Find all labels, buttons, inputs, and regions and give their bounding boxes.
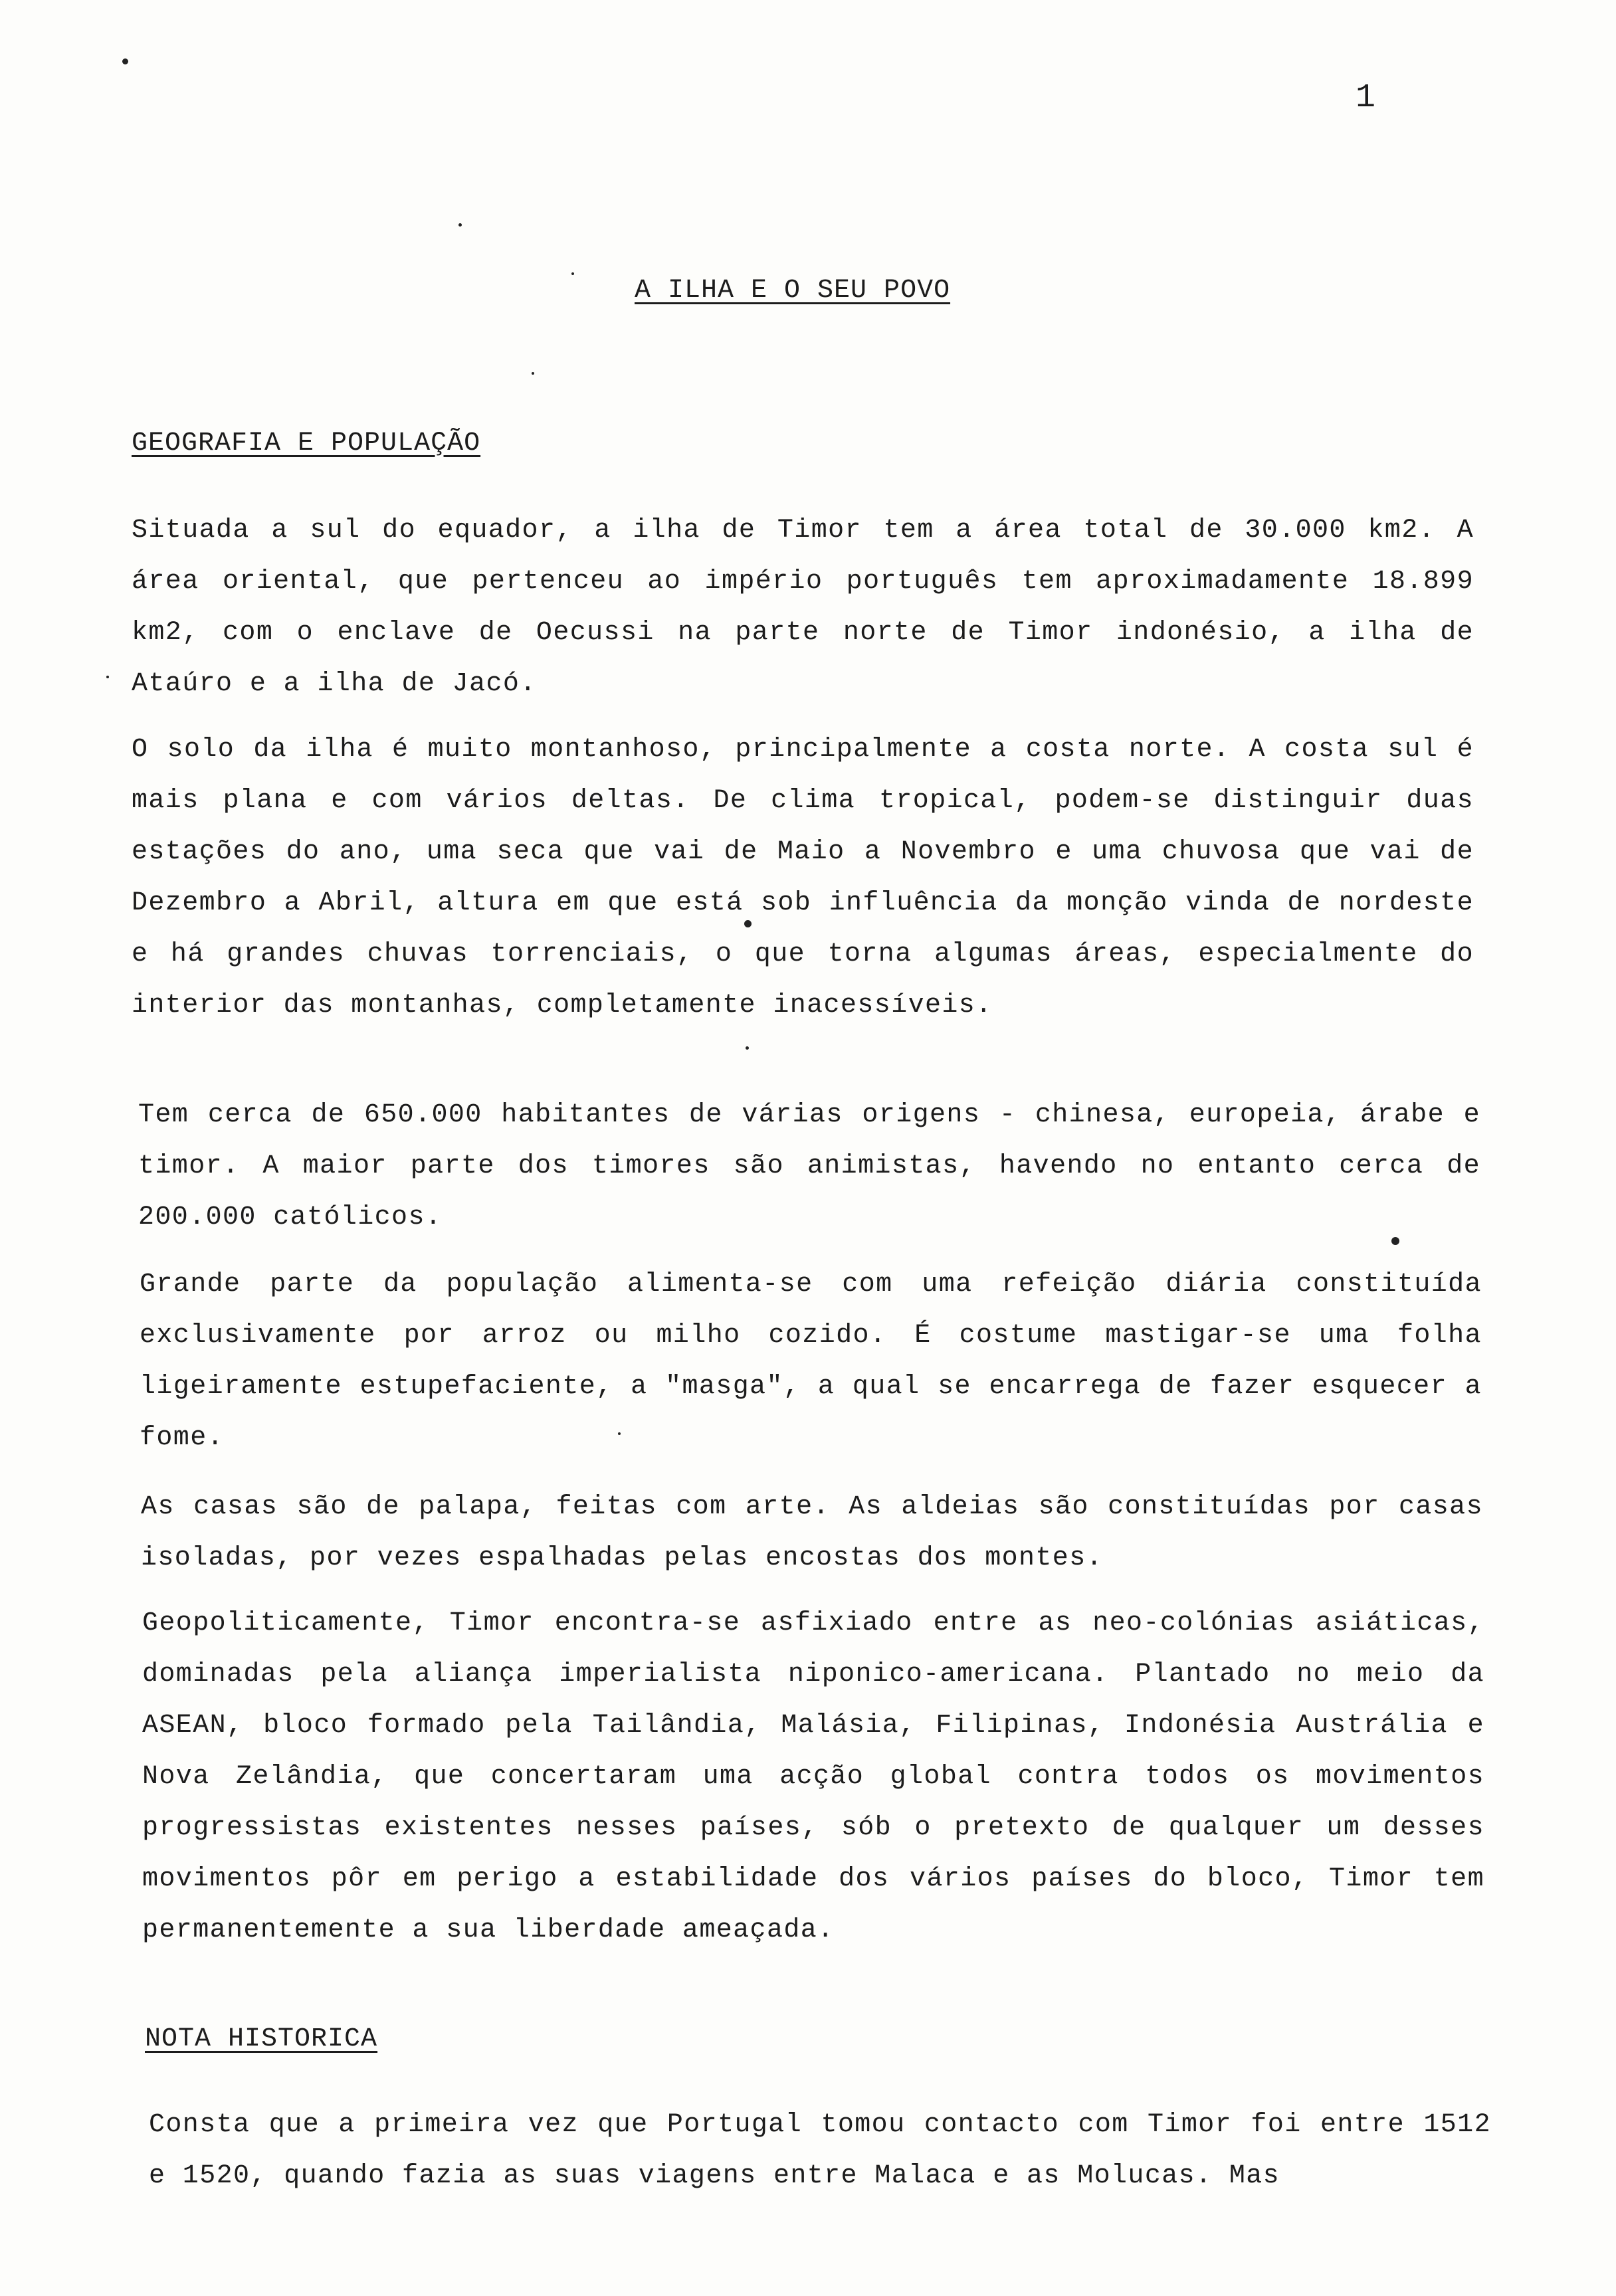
paragraph: Geopoliticamente, Timor encontra-se asfixiado entre as neo-colónias asiáticas, dominadas pela aliança imperialista niponico-americana. Plantado no meio da ASEAN, bloco formado pela Tailândia, Malásia, Filipinas, Indonésia Austrália e Nova Zelândia, que concertaram uma acção global contra todos os movimentos progressistas existentes nesses países, sób o pretexto de qualquer um desses movimentos pôr em perigo a estabilidade dos vários países do bloco, Timor tem permanentemente a sua liberdade ameaçada. [142,1608,1484,1945]
page-number: 1 [1356,79,1376,117]
scan-speck [618,1432,621,1435]
document-title: A ILHA E O SEU POVO [635,276,951,306]
paragraph: Grande parte da população alimenta-se com uma refeição diária constituída exclusivamente por arroz ou milho cozido. É costume mastigar-se uma folha ligeiramente estupefaciente, a "masga", a qual se encarrega de fazer esquecer a fome. [140,1270,1482,1453]
scan-speck [744,920,752,927]
paragraph: O solo da ilha é muito montanhoso, principalmente a costa norte. A costa sul é mais plana e com vários deltas. De clima tropical, podem-se distinguir duas estações do ano, uma seca que vai de Maio a Novembro e uma chuvosa que vai de Dezembro a Abril, altura em que está sob influência da monção vinda de nordeste e há grandes chuvas torrenciais, o que torna algumas áreas, especialmente do interior das montanhas, completamente inacessíveis. [132,735,1474,1020]
section-heading-geografia: GEOGRAFIA E POPULAÇÃO [132,429,481,458]
paragraph: Tem cerca de 650.000 habitantes de várias origens - chinesa, europeia, árabe e timor. A maior parte dos timores são animistas, havendo no entanto cerca de 200.000 católicos. [138,1100,1480,1232]
section-heading-nota-historica: NOTA HISTORICA [145,2024,378,2054]
paragraph: As casas são de palapa, feitas com arte. As aldeias são constituídas por casas isoladas, por vezes espalhadas pelas encostas dos montes. [141,1492,1483,1573]
scan-speck [746,1046,749,1050]
scan-speck [458,223,462,227]
scan-speck [122,58,128,64]
scan-speck [571,272,574,275]
paragraph: Consta que a primeira vez que Portugal tomou contacto com Timor foi entre 1512 e 1520, quando fazia as suas viagens entre Malaca e as Molucas. Mas [149,2110,1491,2191]
paragraph: Situada a sul do equador, a ilha de Timor tem a área total de 30.000 km2. A área oriental, que pertenceu ao império português tem aproximadamente 18.899 km2, com o enclave de Oecussi na parte norte de Timor indonésio, a ilha de Ataúro e a ilha de Jacó. [132,516,1474,699]
scan-speck [1391,1237,1399,1245]
scan-speck [106,676,109,678]
scan-speck [532,372,534,375]
